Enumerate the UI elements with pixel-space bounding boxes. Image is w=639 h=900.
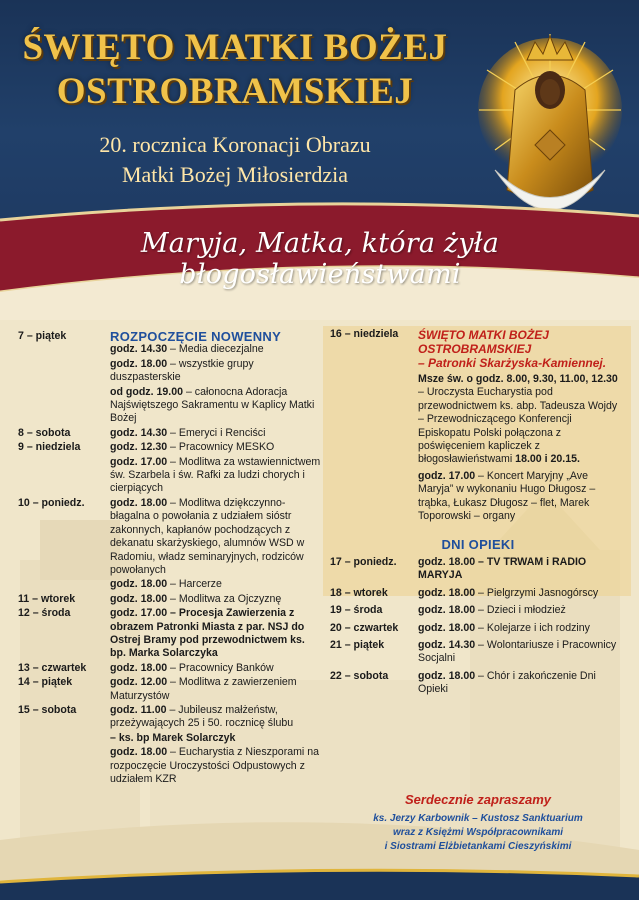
signature-line: wraz z Księżmi Współpracownikami xyxy=(392,827,564,838)
feast-subtitle: – Patronki Skarżyska-Kamiennej. xyxy=(418,356,607,370)
schedule-day xyxy=(18,704,323,787)
day-label: 14 – piątek xyxy=(18,676,73,689)
day-label: 15 – sobota xyxy=(18,703,77,716)
day-label: 7 – piątek xyxy=(18,330,67,342)
signature-block xyxy=(330,812,626,854)
day-label: 9 – niedziela xyxy=(18,441,81,454)
schedule-day xyxy=(18,607,323,662)
schedule-entry: godz. 11.00 – Jubileusz małżeństw, przeżywających 25 i 50. rocznicę ślubu xyxy=(110,703,294,730)
schedule-entry: godz. 17.00 – Koncert Maryjny „Ave Maryja” w wykonaniu Hugo Długosz – trąbka, Łukasz Długosz – flet, Marek Toporowski – organy xyxy=(418,469,596,523)
schedule-day: 21 – piątek godz. 14.30 – Wolontariusze i Pracownicy Socjalni xyxy=(330,638,617,665)
day-label: 18 – wtorek xyxy=(330,586,388,599)
day-label: 21 – piątek xyxy=(330,638,385,651)
schedule-entry: godz. 12.00 – Modlitwa z zawierzeniem Maturzystów xyxy=(110,676,297,702)
signature-line: i Siostrami Elżbietankami Cieszyńskimi xyxy=(384,841,572,852)
day-label: 11 – wtorek xyxy=(18,592,76,605)
schedule-day xyxy=(18,593,323,607)
schedule-day: 20 – czwartek godz. 18.00 – Kolejarze i ich rodziny xyxy=(330,621,590,634)
schedule-day xyxy=(18,676,323,704)
schedule-entry: godz. 18.00 – Modlitwa dziękczynno-błagalna o powołania z udziałem sióstr zakonnych, kapłanów pochodzących z dekanatu skarżyskiego, alumnów WSD w Radomiu, władz seminaryjnych, rodziców powołanych xyxy=(110,496,305,576)
schedule-day: 22 – sobota godz. 18.00 – Chór i zakończenie Dni Opieki xyxy=(330,669,596,696)
schedule-day xyxy=(18,441,323,497)
right-schedule xyxy=(330,328,626,701)
schedule-day: 19 – środa godz. 18.00 – Dzieci i młodzież xyxy=(330,604,566,617)
schedule-entry: godz. 18.00 – wszystkie grupy duszpasterskie xyxy=(110,357,254,384)
schedule-entry: godz. 17.00 – Modlitwa za wstawiennictwem św. Szarbela i św. Rafki za ludzi chorych i cierpiących xyxy=(110,455,321,495)
day-label: 13 – czwartek xyxy=(18,661,87,674)
day-label: 17 – poniedz. xyxy=(330,555,397,568)
novena-heading: ROZPOCZĘCIE NOWENNY xyxy=(110,329,282,344)
schedule-day xyxy=(18,427,323,441)
left-schedule xyxy=(18,330,323,787)
page-title-line2: OSTROBRAMSKIEJ xyxy=(56,71,414,112)
feast-day xyxy=(330,328,626,524)
schedule-entry: godz. 14.30 – Emeryci i Renciści xyxy=(110,426,266,439)
schedule-entry: godz. 18.00 – Harcerze xyxy=(110,578,222,591)
schedule-entry: godz. 18.00 – Modlitwa za Ojczyznę xyxy=(110,592,282,605)
feast-title: ŚWIĘTO MATKI BOŻEJ OSTROBRAMSKIEJ xyxy=(418,328,549,356)
schedule-day: 18 – wtorek godz. 18.00 – Pielgrzymi Jasnogórscy xyxy=(330,586,599,599)
opieki-heading: DNI OPIEKI xyxy=(441,537,515,553)
schedule-day xyxy=(18,662,323,676)
day-label: 10 – poniedz. xyxy=(18,496,85,509)
schedule-entry: Msze św. o godz. 8.00, 9.30, 11.00, 12.30 – Uroczysta Eucharystia pod przewodnictwem ks. abp. Tadeusza Wojdy – Przewodniczącego Konferencji Episkopatu Polski połączona z poświęceniem kapliczek z błogosławieństwami 18.00 i 20.15. xyxy=(418,373,618,466)
day-label: 20 – czwartek xyxy=(330,621,399,634)
schedule-entry: godz. 18.00 – Eucharystia z Nieszporami na rozpoczęcie Uroczystości Odpustowych z udziałem KZR xyxy=(110,746,320,785)
invitation-text: Serdecznie zapraszamy xyxy=(405,792,551,807)
day-label: 22 – sobota xyxy=(330,669,389,682)
schedule-day: 17 – poniedz. godz. 18.00 – TV TRWAM i RADIO MARYJA xyxy=(330,555,587,582)
schedule-day xyxy=(18,497,323,593)
schedule-entry: od godz. 19.00 – całonocna Adoracja Najświętszego Sakramentu w Kaplicy Matki Bożej xyxy=(110,385,315,425)
schedule-day xyxy=(18,330,323,427)
subtitle-line1: 20. rocznica Koronacji Obrazu xyxy=(99,132,371,157)
schedule-entry: – ks. bp Marek Solarczyk xyxy=(110,731,236,744)
bottom-wave-decoration xyxy=(0,862,639,900)
schedule-entry: godz. 12.30 – Pracownicy MESKO xyxy=(110,441,275,454)
day-label: 19 – środa xyxy=(330,604,383,617)
day-label: 12 – środa xyxy=(18,607,71,620)
signature-line: ks. Jerzy Karbownik – Kustosz Sanktuarium xyxy=(373,813,583,824)
day-label: 16 – niedziela xyxy=(330,328,399,340)
schedule-entry: godz. 18.00 – Pracownicy Banków xyxy=(110,661,274,674)
schedule-entry: godz. 17.00 – Procesja Zawierzenia z obrazem Patronki Miasta z par. NSJ do Ostrej Bramy pod przewodnictwem ks. bp. Marka Solarczyka xyxy=(110,607,305,660)
schedule-entry: godz. 14.30 – Media diecezjalne xyxy=(110,343,264,356)
subtitle-line2: Matki Bożej Miłosierdzia xyxy=(121,162,349,187)
page-title-line1: ŚWIĘTO MATKI BOŻEJ xyxy=(22,27,448,68)
motto-text: Maryja, Matka, która żyła błogosławieństwami xyxy=(140,228,500,290)
day-label: 8 – sobota xyxy=(18,426,71,439)
